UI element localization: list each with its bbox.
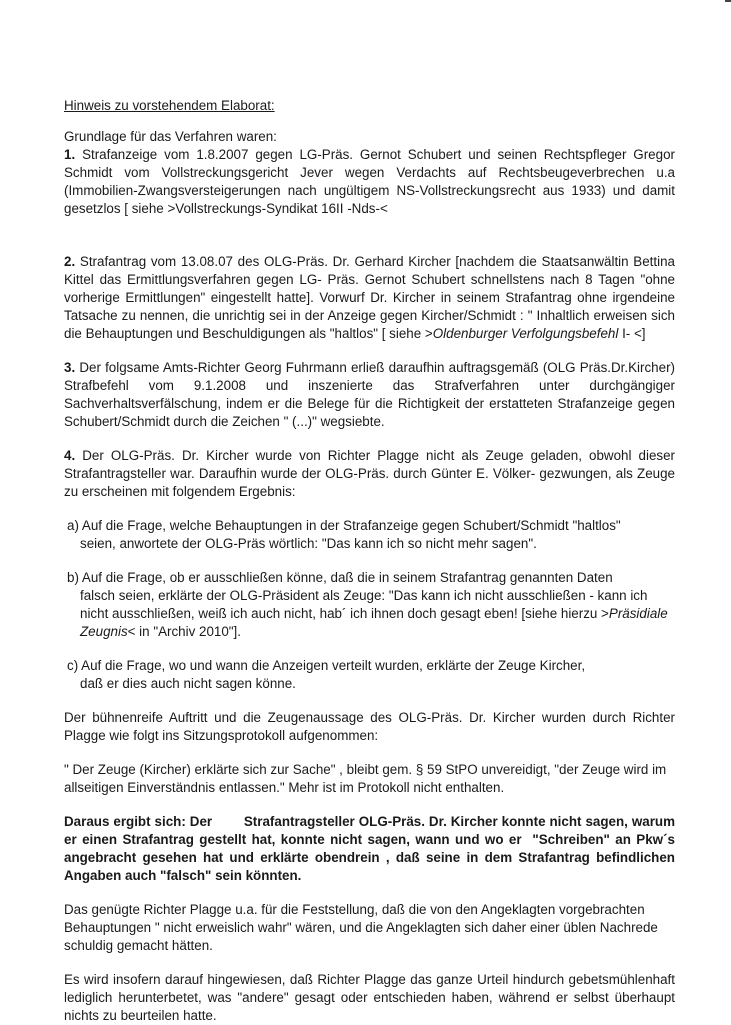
- paragraph-protocol: " Der Zeuge (Kircher) erklärte sich zur Sache" , bleibt gem. § 59 StPO unvereidigt, "der Zeuge wird im allseitigen Einverständnis entlassen." Mehr ist im Protokoll nicht enthalten.: [64, 762, 667, 795]
- subitem-text: falsch seien, erklärte der OLG-Präsident als Zeuge: "Das kann ich nicht ausschließen - kann ich nicht ausschließen, weiß ich auch nicht, hab´ ich ihnen doch gesagt eben! [siehe hierzu >: [80, 588, 648, 621]
- subitem-c: [64, 657, 675, 693]
- item-text: Strafanzeige vom 1.8.2007 gegen LG-Präs. Gernot Schubert und seinen Rechtspfleger Gregor Schmidt vom Vollstreckungsgericht Jever wegen Verdachts auf Rechtsbeugeverbrechen u.a (Immobilien-Zwangsversteigerungen nach ungültigem NS-Vollstreckungsrecht aus 1933) und damit gesetzlos [ siehe >Vollstreckungs-Syndikat 16II -Nds-<: [64, 147, 675, 216]
- document-page: [64, 97, 679, 1025]
- item-4: [64, 447, 675, 501]
- subitem-continuation: seien, anwortete der OLG-Präs wörtlich: "Das kann ich so nicht mehr sagen".: [80, 536, 537, 551]
- document-heading: Hinweis zu vorstehendem Elaborat:: [64, 98, 275, 113]
- subitem-line: a) Auf die Frage, welche Behauptungen in der Strafanzeige gegen Schubert/Schmidt "haltlos": [67, 518, 621, 533]
- scan-artifact: [725, 0, 731, 2]
- subitem-a: [64, 517, 675, 553]
- subitem-line: b) Auf die Frage, ob er ausschließen könne, daß die in seinem Strafantrag genannten Daten: [67, 570, 613, 585]
- item-1: [64, 146, 675, 218]
- item-number: 2.: [64, 254, 76, 269]
- item-number: 3.: [64, 360, 76, 375]
- item-text: Der OLG-Präs. Dr. Kircher wurde von Richter Plagge nicht als Zeuge geladen, obwohl dieser Strafantragsteller war. Daraufhin wurde der OLG-Präs. durch Günter E. Völker- gezwungen, als Zeuge zu erscheinen mit folgendem Ergebnis:: [64, 448, 675, 499]
- item-number: 4.: [64, 448, 76, 463]
- paragraph-judgment: Das genügte Richter Plagge u.a. für die Feststellung, daß die von den Angeklagten vorgebrachten Behauptungen " nicht erweislich wahr" wären, und die Angeklagten sich daher einer üblen Nachrede schuldig gemacht hätten.: [64, 902, 658, 953]
- subitem-continuation: [67, 587, 675, 641]
- reference-title: Oldenburger Verfolgungsbefehl: [432, 326, 619, 341]
- item-text-after: I- <]: [618, 326, 646, 341]
- reference-title: Präsidiale Zeugnis: [80, 606, 668, 639]
- item-text: Der folgsame Amts-Richter Georg Fuhrmann erließ daraufhin auftragsgemäß (OLG Präs.Dr.Kircher) Strafbefehl vom 9.1.2008 und inszenierte das Strafverfahren unter durchgängiger Sachverhaltsverfälschung, indem er die Belege für die Richtigkeit der erstatteten Strafanzeige gegen Schubert/Schmidt durch die Zeichen " (...)" wegsiebte.: [64, 360, 675, 429]
- paragraph-performance: Der bühnenreife Auftritt und die Zeugenaussage des OLG-Präs. Dr. Kircher wurden durch Richter Plagge wie folgt ins Sitzungsprotokoll aufgenommen:: [64, 710, 675, 743]
- item-text: Strafantrag vom 13.08.07 des OLG-Präs. Dr. Gerhard Kircher [nachdem die Staatsanwältin Bettina Kittel das Ermittlungsverfahren gegen LG- Präs. Gernot Schubert schnellstens nach 8 Tagen "ohne vorherige Ermittlungen" eingestellt hatte]. Vorwurf Dr. Kircher in seinem Strafantrag ohne irgendeine Tatsache zu nennen, die unrichtig sei in der Anzeige gegen Kircher/Schmidt : " Inhaltlich erweisen sich die Behauptungen und Beschuldigungen als "haltlos" [ siehe >: [64, 254, 675, 341]
- subitem-b: [64, 569, 675, 641]
- paragraph-conclusion: Daraus ergibt sich: Der Strafantragsteller OLG-Präs. Dr. Kircher konnte nicht sagen, warum er einen Strafantrag gestellt hat, konnte nicht sagen, wann und wo er "Schreiben" an Pkw´s angebracht gesehen hat und erklärte obendrein , daß seine in dem Strafantrag befindlichen Angaben auch "falsch" sein könnten.: [64, 814, 679, 883]
- intro-line: Grundlage für das Verfahren waren:: [64, 129, 277, 144]
- subitem-continuation: daß er dies auch nicht sagen könne.: [80, 676, 296, 691]
- item-3: [64, 359, 675, 431]
- paragraph-closing: Es wird insofern darauf hingewiesen, daß Richter Plagge das ganze Urteil hindurch gebetsmühlenhaft lediglich herunterbetet, was "andere" gesagt oder entschieden haben, während er selbst überhaupt nichts zu beurteilen hatte.: [64, 972, 675, 1023]
- subitem-line: c) Auf die Frage, wo und wann die Anzeigen verteilt wurden, erklärte der Zeuge Kircher,: [67, 658, 586, 673]
- subitem-text-after: < in "Archiv 2010"].: [127, 624, 241, 639]
- item-2: [64, 253, 675, 343]
- item-number: 1.: [64, 147, 76, 162]
